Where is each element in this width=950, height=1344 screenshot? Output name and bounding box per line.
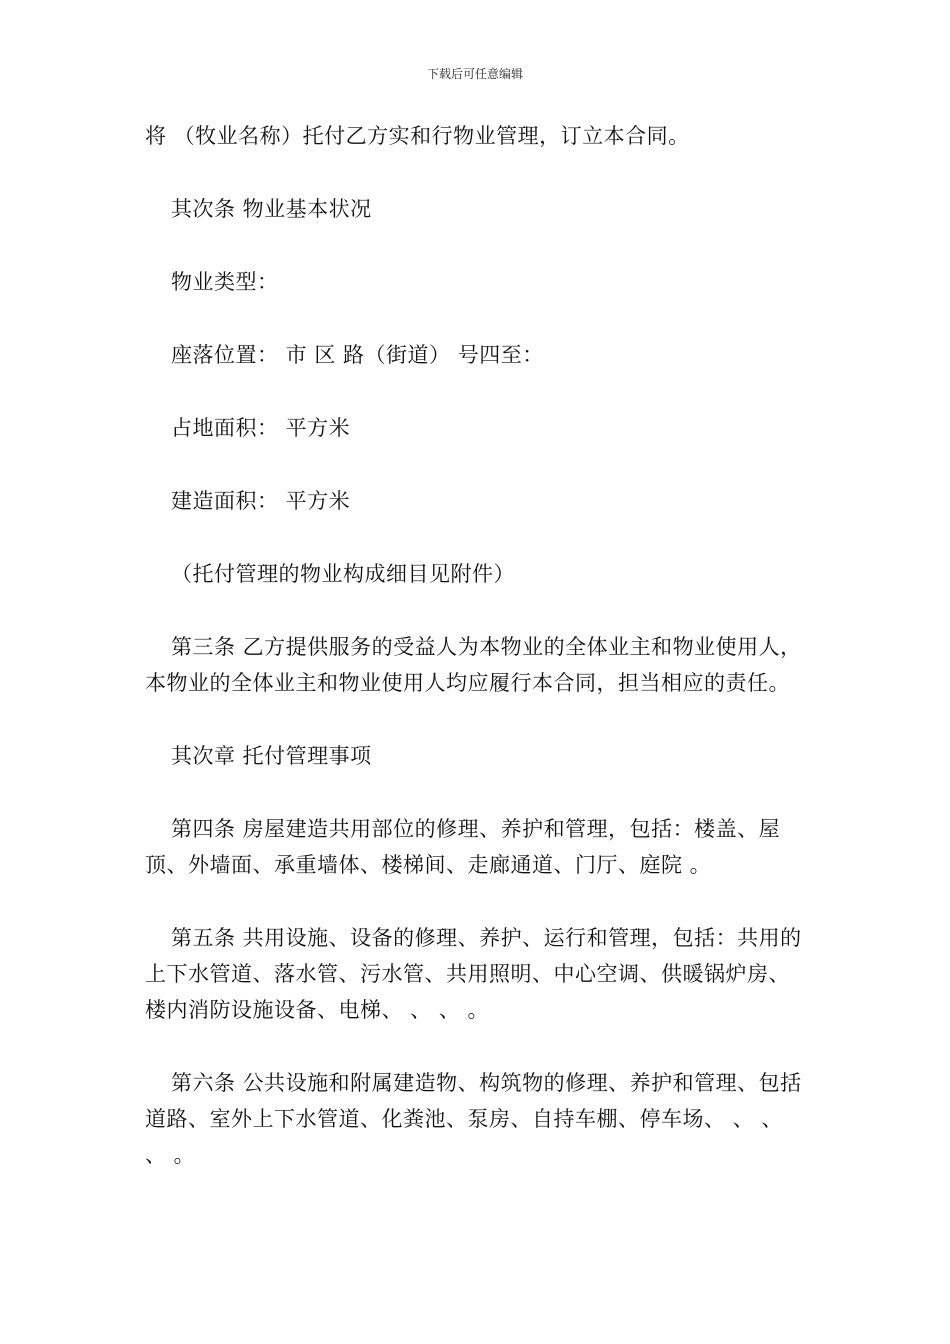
article-3: 第三条 乙方提供服务的受益人为本物业的全体业主和物业使用人，本物业的全体业主和物业使用人均应履行本合同，担当相应的责任。 bbox=[145, 635, 802, 695]
annex-note: （托付管理的物业构成细目见附件） bbox=[171, 562, 515, 586]
chapter-2-heading: 其次章 托付管理事项 bbox=[171, 744, 372, 768]
article-6: 第六条 公共设施和附属建造物、构筑物的修理、养护和管理、包括道路、室外上下水管道、化粪池、泵房、自持车棚、停车场、 、 、 、 。 bbox=[145, 1071, 802, 1167]
article-4: 第四条 房屋建造共用部位的修理、养护和管理，包括：楼盖、屋顶、外墙面、承重墙体、楼梯间、走廊通道、门厅、庭院 。 bbox=[145, 817, 781, 877]
article-2-heading: 其次条 物业基本状况 bbox=[171, 197, 372, 221]
land-area: 占地面积： 平方米 bbox=[171, 416, 351, 440]
paragraph-intro: 将 （牧业名称）托付乙方实和行物业管理，订立本合同。 bbox=[145, 124, 690, 148]
article-5: 第五条 共用设施、设备的修理、养护、运行和管理，包括：共用的上下水管道、落水管、污水管、共用照明、中心空调、供暖锅炉房、楼内消防设施设备、电梯、 、 、 。 bbox=[145, 926, 802, 1022]
document-body bbox=[145, 118, 810, 1173]
page-header-note: 下载后可任意编辑 bbox=[426, 67, 523, 81]
building-area: 建造面积： 平方米 bbox=[171, 489, 351, 513]
property-type: 物业类型： bbox=[171, 270, 279, 294]
property-location: 座落位置： 市 区 路（街道） 号四至： bbox=[171, 343, 544, 367]
